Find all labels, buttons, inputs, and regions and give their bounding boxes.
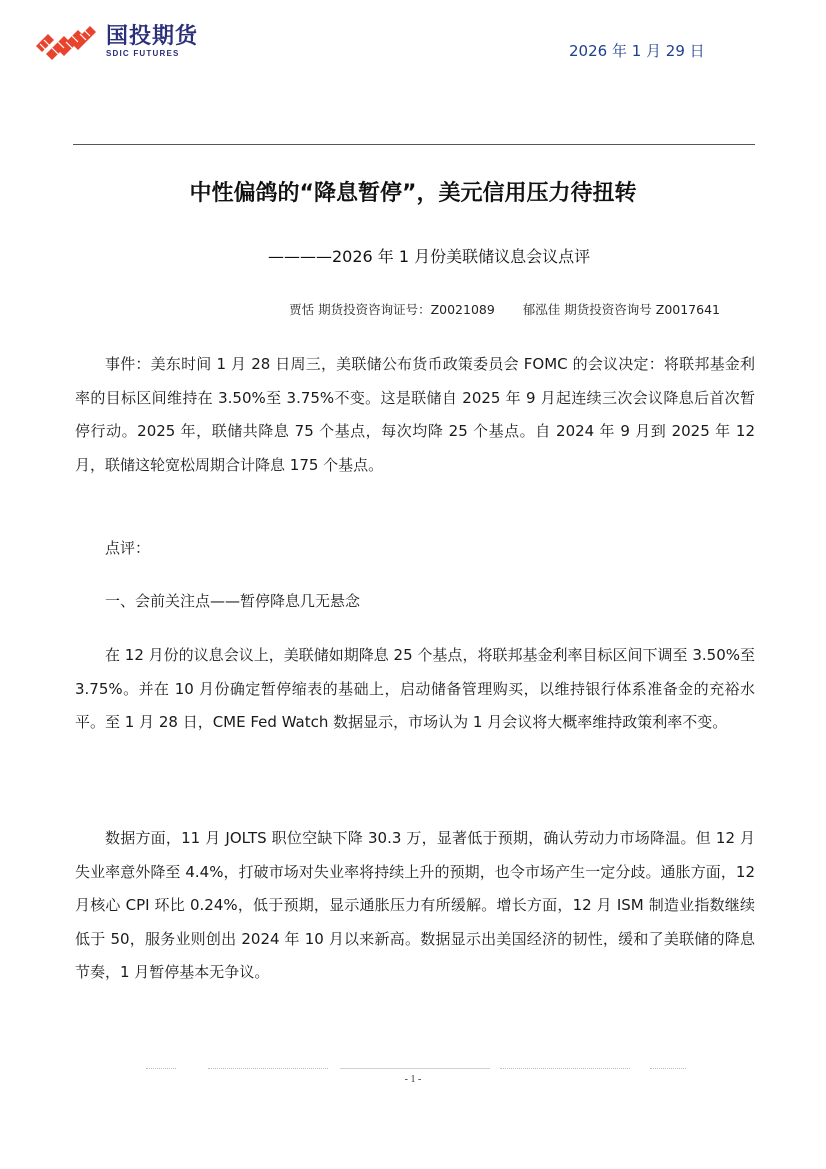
author-line bbox=[289, 300, 720, 318]
author1-cert: 期货投资咨询证号：Z0021089 bbox=[318, 302, 495, 317]
section-heading: 一、会前关注点——暂停降息几无悬念 bbox=[105, 592, 361, 610]
logo-name-en: SDIC FUTURES bbox=[106, 49, 180, 58]
logo-name-cn: 国投期货 bbox=[106, 24, 199, 49]
sdic-logo-icon bbox=[34, 22, 100, 62]
body-paragraph: 数据方面，11 月 JOLTS 职位空缺下降 30.3 万，显著低于预期，确认劳动力市场降温。但 12 月失业率意外降至 4.4%，打破市场对失业率将持续上升的预期，也令市场产生一定分歧。通胀方面，12 月核心 CPI 环比 0.24%，低于预期，显示通胀压力有所缓解。增长方面，12 月 ISM 制造业指数继续低于 50，服务业则创出 2024 年 10 月以来新高。数据显示出美国经济的韧性，缓和了美联储的降息节奏，1 月暂停基本无争议。 bbox=[75, 829, 755, 982]
header-divider bbox=[73, 144, 755, 145]
body-paragraph: 在 12 月份的议息会议上，美联储如期降息 25 个基点，将联邦基金利率目标区间下调至 3.50%至 3.75%。并在 10 月份确定暂停缩表的基础上，启动储备管理购买，以维持银行体系准备金的充裕水平。至 1 月 28 日，CME Fed Watch 数据显示，市场认为 1 月会议将大概率维持政策利率不变。 bbox=[75, 646, 755, 732]
author1-name: 贾恬 bbox=[289, 302, 315, 317]
report-date: 2026 年 1 月 29 日 bbox=[569, 42, 705, 60]
report-subtitle: ————2026 年 1 月份美联储议息会议点评 bbox=[268, 247, 591, 266]
company-logo bbox=[34, 22, 198, 62]
event-paragraph: 事件：美东时间 1 月 28 日周三，美联储公布货币政策委员会 FOMC 的会议决定：将联邦基金利率的目标区间维持在 3.50%至 3.75%不变。这是联储自 2025 年 9 月起连续三次会议降息后首次暂停行动。2025 年，联储共降息 75 个基点，每次均降 25 个基点。自 2024 年 9 月到 2025 年 12 月，联储这轮宽松周期合计降息 175 个基点。 bbox=[75, 355, 755, 474]
author2-name: 郁泓佳 bbox=[522, 302, 561, 317]
report-title: 中性偏鸽的“降息暂停”，美元信用压力待扭转 bbox=[189, 181, 637, 206]
footer-divider bbox=[208, 1068, 328, 1069]
logo-text bbox=[106, 25, 198, 59]
author2-cert: 期货投资咨询号 Z0017641 bbox=[564, 302, 720, 317]
footer-divider bbox=[146, 1068, 176, 1069]
footer-divider bbox=[500, 1068, 630, 1069]
page-number: - 1 - bbox=[404, 1074, 422, 1085]
comment-label: 点评： bbox=[105, 539, 151, 557]
footer-divider bbox=[340, 1068, 490, 1069]
footer-divider bbox=[650, 1068, 686, 1069]
